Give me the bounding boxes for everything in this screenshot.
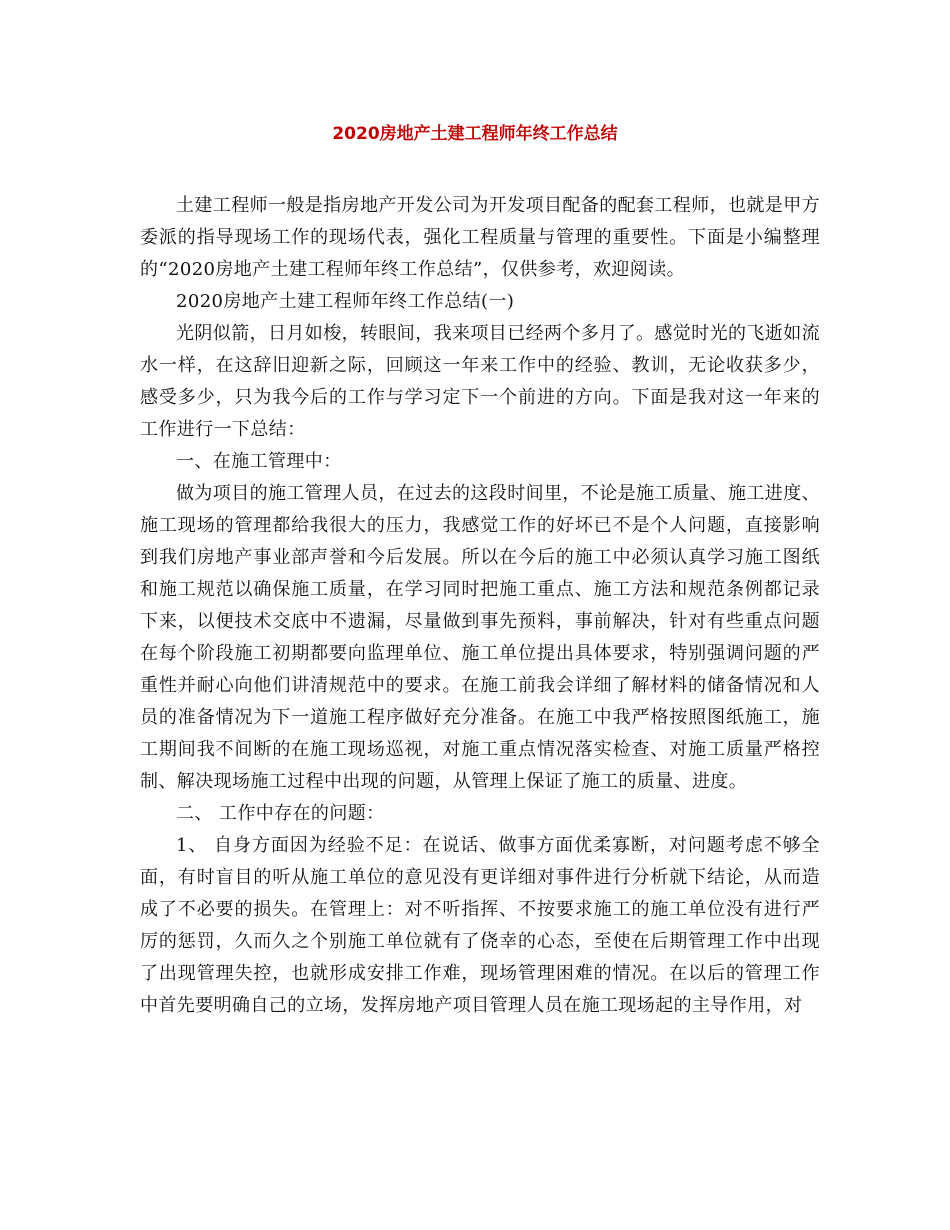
opening-paragraph: 光阴似箭，日月如梭，转眼间，我来项目已经两个多月了。感觉时光的飞逝如流水一样，在这辞旧迎新之际，回顾这一年来工作中的经验、教训，无论收获多少，感受多少，只为我今后的工作与学习定下一个前进的方向。下面是我对这一年来的工作进行一下总结： [140, 323, 820, 440]
intro-paragraph: 土建工程师一般是指房地产开发公司为开发项目配备的配套工程师，也就是甲方委派的指导现场工作的现场代表，强化工程质量与管理的重要性。下面是小编整理的“2020房地产土建工程师年终工作总结”，仅供参考，欢迎阅读。 [140, 195, 820, 280]
section-heading-1: 一、在施工管理中： [176, 451, 342, 472]
document-body [140, 190, 820, 1022]
section-subtitle: 2020房地产土建工程师年终工作总结(一) [176, 291, 515, 312]
construction-management-paragraph: 做为项目的施工管理人员，在过去的这段时间里，不论是施工质量、施工进度、施工现场的管理都给我很大的压力，我感觉工作的好坏已不是个人问题，直接影响到我们房地产事业部声誉和今后发展。所以在今后的施工中必须认真学习施工图纸和施工规范以确保施工质量，在学习同时把施工重点、施工方法和规范条例都记录下来，以便技术交底中不遗漏，尽量做到事先预料，事前解决，针对有些重点问题在每个阶段施工初期都要向监理单位、施工单位提出具体要求，特别强调问题的严重性并耐心向他们讲清规范中的要求。在施工前我会详细了解材料的储备情况和人员的准备情况为下一道施工程序做好充分准备。在施工中我严格按照图纸施工，施工期间我不间断的在施工现场巡视，对施工重点情况落实检查、对施工质量严格控制、解决现场施工过程中出现的问题，从管理上保证了施工的质量、进度。 [140, 483, 820, 792]
problems-paragraph: 1、 自身方面因为经验不足：在说话、做事方面优柔寡断，对问题考虑不够全面，有时盲目的听从施工单位的意见没有更详细对事件进行分析就下结论，从而造成了不必要的损失。在管理上：对不听指挥、不按要求施工的施工单位没有进行严厉的惩罚，久而久之个别施工单位就有了侥幸的心态，至使在后期管理工作中出现了出现管理失控，也就形成安排工作难，现场管理困难的情况。在以后的管理工作中首先要明确自己的立场，发挥房地产项目管理人员在施工现场起的主导作用，对 [140, 835, 820, 1016]
section-heading-2: 二、 工作中存在的问题： [176, 803, 385, 824]
document-title: 2020房地产土建工程师年终工作总结 [332, 124, 618, 144]
